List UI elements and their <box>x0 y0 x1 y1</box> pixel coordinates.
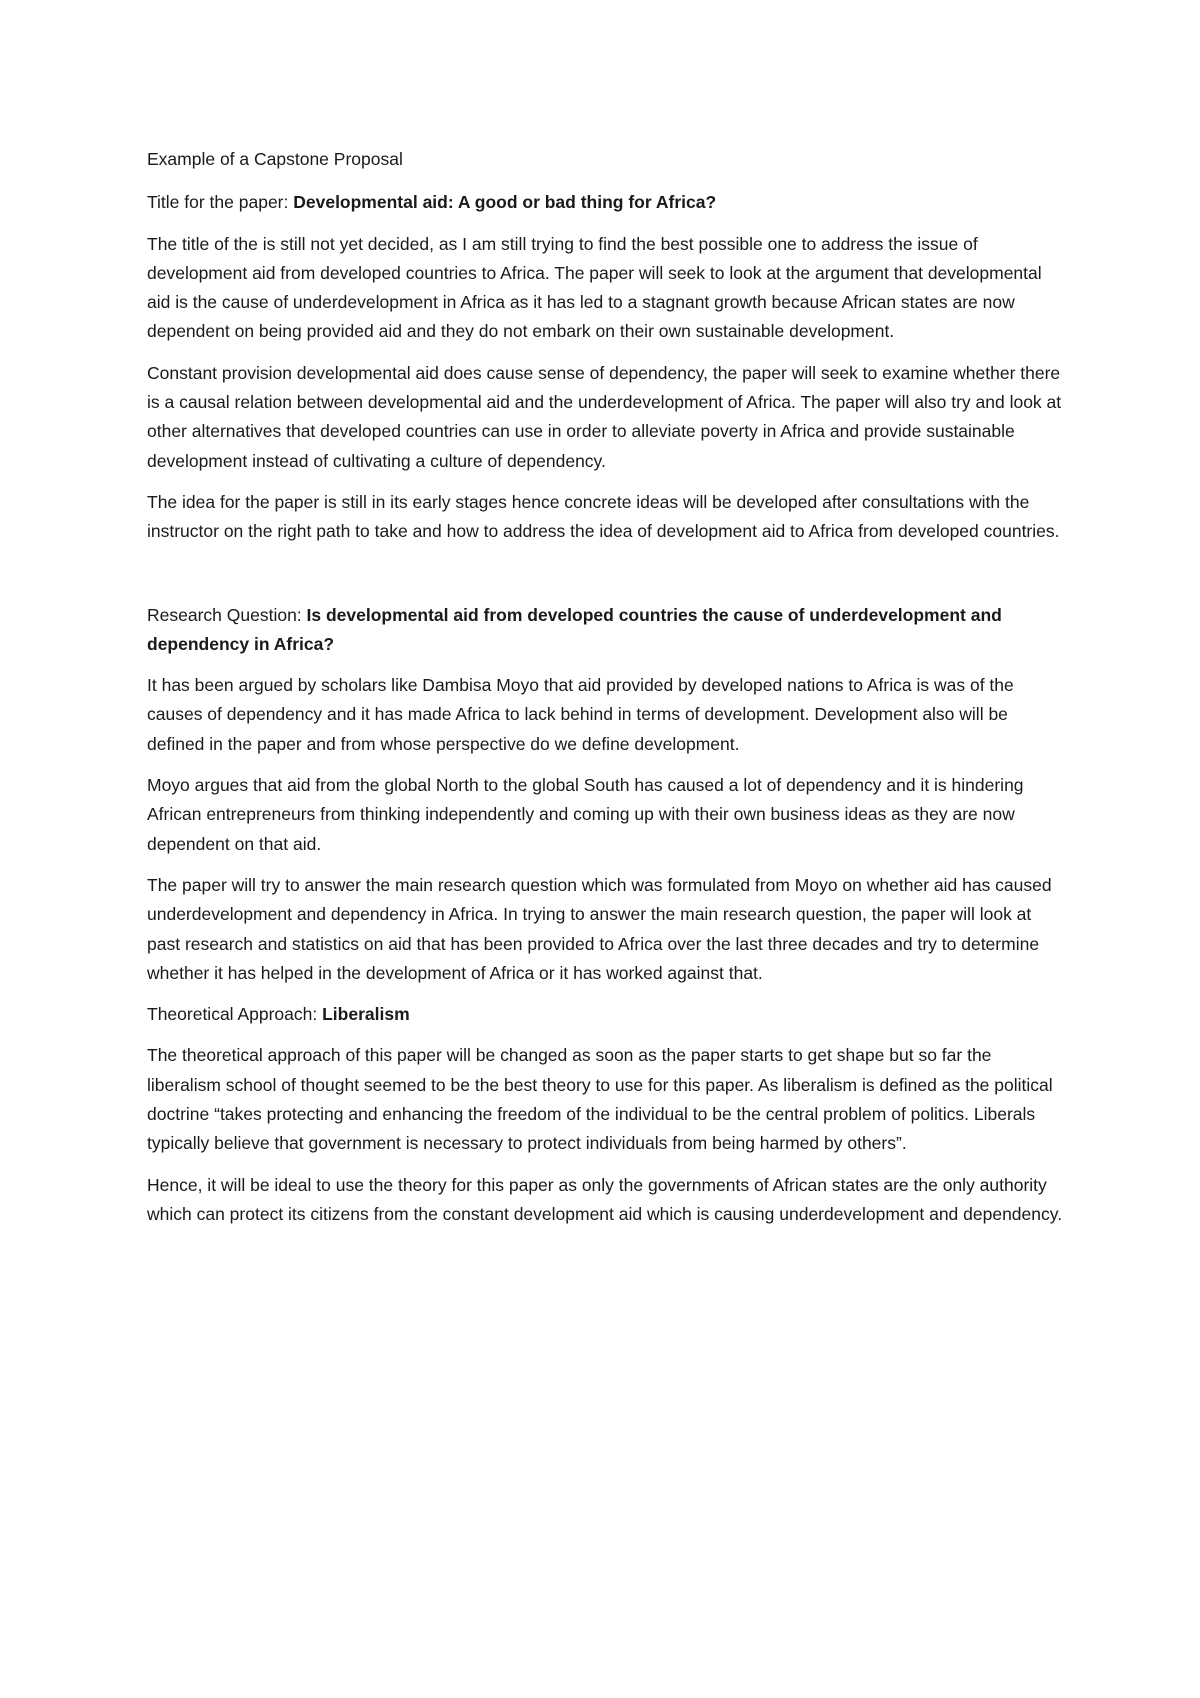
paper-title-label: Title for the paper: <box>147 192 294 213</box>
intro-paragraph-3: The idea for the paper is still in its early stages hence concrete ideas will be developed after consultations with the instructor on the right path to take and how to address the idea of development aid to Africa from developed countries. <box>147 491 1060 542</box>
research-question-label: Research Question: <box>147 604 307 625</box>
paper-title-value: Developmental aid: A good or bad thing for Africa? <box>293 192 717 213</box>
theoretical-approach-label: Theoretical Approach: <box>147 1004 323 1025</box>
intro-paragraph-2: Constant provision developmental aid does cause sense of dependency, the paper will seek to examine whether there is a causal relation between developmental aid and the underdevelopment of Africa. The paper will also try and look at other alternatives that developed countries can use in order to alleviate poverty in Africa and provide sustainable development instead of cultivating a culture of dependency. <box>147 362 1062 471</box>
research-paragraph-2: Moyo argues that aid from the global North to the global South has caused a lot of dependency and it is hindering African entrepreneurs from thinking independently and coming up with their own business ideas as they are now dependent on that aid. <box>147 775 1024 854</box>
section-spacer <box>147 559 1067 601</box>
research-paragraph-3: The paper will try to answer the main research question which was formulated from Moyo on whether aid has caused underdevelopment and dependency in Africa. In trying to answer the main research question, the paper will look at past research and statistics on aid that has been provided to Africa over the last three decades and try to determine whether it has helped in the development of Africa or it has worked against that. <box>147 874 1052 983</box>
theory-paragraph-2: Hence, it will be ideal to use the theory for this paper as only the governments of African states are the only authority which can protect its citizens from the constant development aid which is causing underdevelopment and dependency. <box>147 1174 1063 1224</box>
paper-title-line <box>147 188 1067 217</box>
research-paragraph-1: It has been argued by scholars like Dambisa Moyo that aid provided by developed nations to Africa is was of the causes of dependency and it has made Africa to lack behind in terms of development. Development also will be defined in the paper and from whose perspective do we define development. <box>147 675 1014 754</box>
document-body <box>147 145 1067 1241</box>
theoretical-approach-value: Liberalism <box>322 1004 410 1025</box>
intro-paragraph-1: The title of the is still not yet decided, as I am still trying to find the best possible one to address the issue of development aid from developed countries to Africa. The paper will seek to look at the argument that developmental aid is the cause of underdevelopment in Africa as it has led to a stagnant growth because African states are now dependent on being provided aid and they do not embark on their own sustainable development. <box>147 233 1042 342</box>
theoretical-approach-line <box>147 1000 1067 1029</box>
research-question-line <box>147 601 1067 660</box>
document-heading: Example of a Capstone Proposal <box>147 149 403 169</box>
theory-paragraph-1: The theoretical approach of this paper will be changed as soon as the paper starts to get shape but so far the liberalism school of thought seemed to be the best theory to use for this paper. As liberalism is defined as the political doctrine “takes protecting and enhancing the freedom of the individual to be the central problem of politics. Liberals typically believe that government is necessary to protect individuals from being harmed by others”. <box>147 1045 1053 1154</box>
research-question-value: Is developmental aid from developed countries the cause of underdevelopment and dependency in Africa? <box>147 604 1002 654</box>
